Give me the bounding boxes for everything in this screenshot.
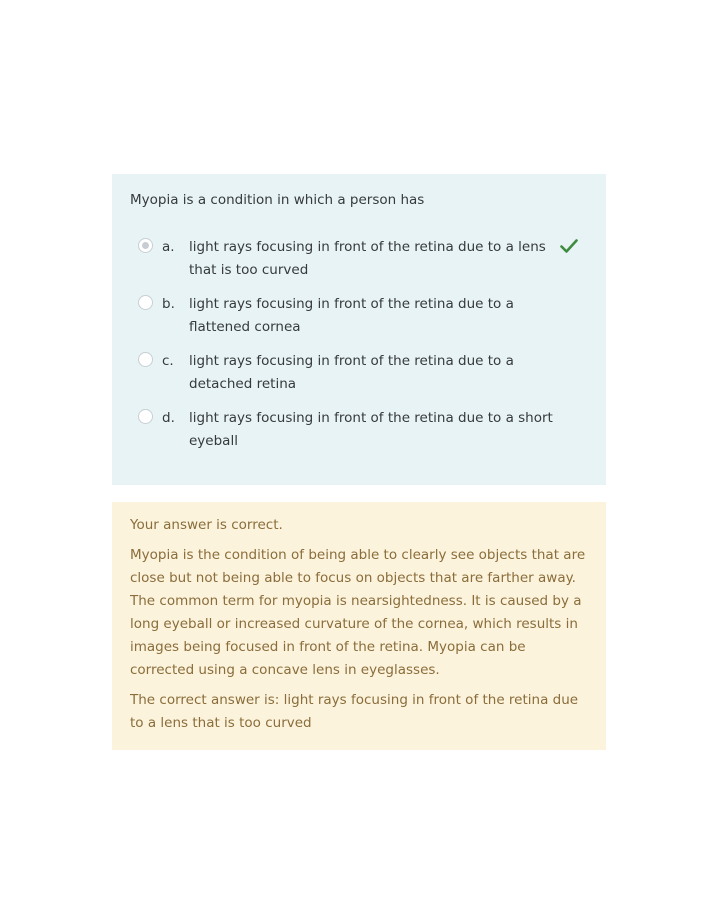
- option-c-letter: c.: [162, 353, 174, 369]
- feedback-card: [112, 502, 606, 750]
- option-a-text: light rays focusing in front of the retina due to a lens that is too curved: [189, 239, 546, 278]
- option-d-radio[interactable]: [138, 409, 153, 424]
- option-b-radio[interactable]: [138, 295, 153, 310]
- option-a[interactable]: [112, 236, 606, 293]
- option-d-text: light rays focusing in front of the retina due to a short eyeball: [189, 410, 553, 449]
- option-b-letter: b.: [162, 296, 175, 312]
- option-a-letter: a.: [162, 239, 175, 255]
- option-a-radio[interactable]: [138, 238, 153, 253]
- option-b-text: light rays focusing in front of the retina due to a flattened cornea: [189, 296, 514, 335]
- option-c[interactable]: [112, 350, 606, 407]
- question-card: [112, 174, 606, 485]
- option-c-text: light rays focusing in front of the retina due to a detached retina: [189, 353, 514, 392]
- answer-options: [112, 236, 606, 464]
- option-d[interactable]: [112, 407, 606, 464]
- option-b[interactable]: [112, 293, 606, 350]
- feedback-explanation: Myopia is the condition of being able to clearly see objects that are close but not being able to focus on objects that are farther away. The common term for myopia is nearsightedness. It is caused by a long eyeball or increased curvature of the cornea, which results in images being focused in front of the retina. Myopia can be corrected using a concave lens in eyeglasses.: [130, 547, 586, 678]
- check-icon: [560, 238, 578, 254]
- option-c-radio[interactable]: [138, 352, 153, 367]
- option-d-letter: d.: [162, 410, 175, 426]
- feedback-correct-answer: The correct answer is: light rays focusing in front of the retina due to a lens that is too curved: [130, 692, 579, 731]
- question-text: Myopia is a condition in which a person has: [130, 192, 425, 208]
- feedback-status: Your answer is correct.: [130, 517, 283, 533]
